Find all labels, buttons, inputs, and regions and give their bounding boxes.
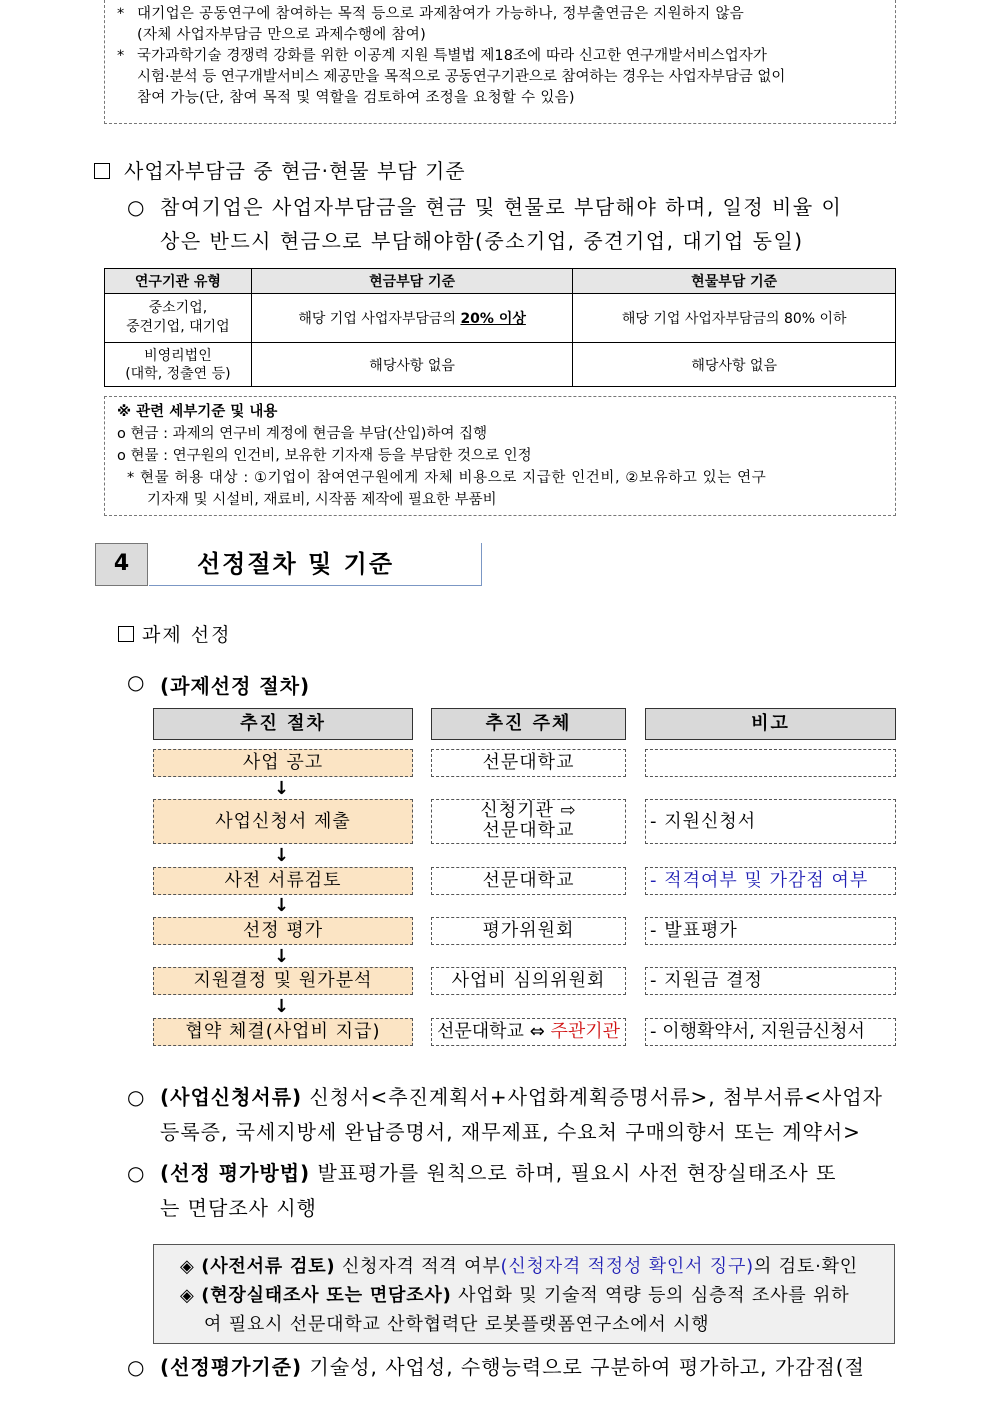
circle-bullet-icon: ○ xyxy=(127,1161,146,1185)
table-cell: 해당 기업 사업자부담금의 80% 이하 xyxy=(573,294,896,343)
para-text: 는 면담조사 시행 xyxy=(160,1196,317,1220)
note-line: 기자재 및 시설비, 재료비, 시작품 제작에 필요한 부품비 xyxy=(147,492,497,508)
note-item xyxy=(113,4,887,46)
down-arrow-icon: ↓ xyxy=(274,996,290,1017)
note-line: 국가과학기술 경쟁력 강화를 위한 이공계 지원 특별법 제18조에 따라 신고한 연구개발서비스업자가 xyxy=(137,48,768,64)
box-text: 사업화 및 기술적 역량 등의 심층적 조사를 위하 xyxy=(451,1285,850,1306)
note-line: o 현물 : 연구원의 인건비, 보유한 기자재 등을 부담한 것으로 인정 xyxy=(117,448,532,464)
box-text: 의 검토·확인 xyxy=(753,1256,858,1277)
flow-title-text: (과제선정 절차) xyxy=(160,674,311,698)
flow-step-remark xyxy=(645,749,896,777)
cost-table xyxy=(104,268,896,387)
flow-column-header: 추진 절차 xyxy=(153,708,413,740)
note-line: 시험·분석 등 연구개발서비스 제공만을 목적으로 공동연구기관으로 참여하는 경우는 사업자부담금 없이 xyxy=(137,69,786,85)
box-item xyxy=(180,1281,884,1310)
table-cell xyxy=(105,343,252,387)
flow-column-header: 추진 주체 xyxy=(431,708,626,740)
flow-step-process: 협약 체결(사업비 지급) xyxy=(153,1018,413,1046)
diamond-bullet-icon: ◈ xyxy=(180,1285,195,1306)
circle-bullet-icon: ○ xyxy=(127,670,146,694)
flow-step-process: 선정 평가 xyxy=(153,917,413,945)
flow-step-remark: - 이행확약서, 지원금신청서 xyxy=(645,1018,896,1046)
flow-step-remark: - 지원금 결정 xyxy=(645,967,896,995)
cost-section-heading xyxy=(94,155,466,184)
org-highlight: 주관기관 xyxy=(550,1021,621,1042)
flow-step-remark: - 발표평가 xyxy=(645,917,896,945)
box-text: 여 필요시 선문대학교 산학협력단 로봇플랫폼연구소에서 시행 xyxy=(204,1314,710,1335)
table-header-row xyxy=(105,269,896,294)
down-arrow-icon: ↓ xyxy=(274,895,290,916)
table-cell xyxy=(105,294,252,343)
sub-heading-text: 과제 선정 xyxy=(142,624,232,646)
para-label: (사업신청서류) xyxy=(160,1085,303,1109)
circle-bullet-icon: ○ xyxy=(127,1085,146,1109)
column-header: 연구기관 유형 xyxy=(105,269,252,294)
flow-step-process: 지원결정 및 원가분석 xyxy=(153,967,413,995)
circle-bullet-icon: ○ xyxy=(127,1355,146,1379)
sub-heading xyxy=(118,620,231,647)
cell-line: (대학, 정출연 등) xyxy=(125,365,231,382)
flow-step-organization: 평가위원회 xyxy=(431,917,626,945)
note-line: 참여 가능(단, 참여 목적 및 역할을 검토하여 조정을 요청할 수 있음) xyxy=(137,90,575,106)
flow-step-process: 사업 공고 xyxy=(153,749,413,777)
box-label: (사전서류 검토) xyxy=(201,1256,336,1277)
down-arrow-icon: ↓ xyxy=(274,778,290,799)
down-arrow-icon: ↓ xyxy=(274,845,290,866)
cell-line: 중소기업, xyxy=(148,300,208,316)
para-label: (선정평가기준) xyxy=(160,1355,303,1379)
para-text: 등록증, 국세지방세 완납증명서, 재무제표, 수요처 구매의향서 또는 계약서> xyxy=(160,1120,861,1144)
note-line: * 현물 허용 대상 : ①기업이 참여연구원에게 자체 비용으로 지급한 인건비, ②보유하고 있는 연구 xyxy=(127,470,767,486)
star-marker: * xyxy=(117,6,125,22)
review-detail-box xyxy=(153,1244,895,1344)
criteria-paragraph xyxy=(127,1350,898,1385)
org-line: 신청기관 ⇨ xyxy=(480,800,577,821)
org-line: 선문대학교 xyxy=(482,820,575,841)
flow-step-organization xyxy=(431,1018,626,1046)
cost-paragraph xyxy=(127,190,900,258)
square-bullet-icon xyxy=(94,163,110,179)
flow-step-remark: - 적격여부 및 가감점 여부 xyxy=(645,867,896,895)
cell-text: 해당 기업 사업자부담금의 xyxy=(298,311,461,327)
heading-text: 사업자부담금 중 현금·현물 부담 기준 xyxy=(124,159,466,183)
detail-note-box xyxy=(104,396,896,516)
note-line: (자체 사업자부담금 만으로 과제수행에 참여) xyxy=(137,27,427,43)
cell-line: 중견기업, 대기업 xyxy=(126,319,230,335)
table-row xyxy=(105,294,896,343)
column-header: 현금부담 기준 xyxy=(251,269,573,294)
box-label: (현장실태조사 또는 면담조사) xyxy=(201,1285,452,1306)
note-line: o 현금 : 과제의 연구비 계정에 현금을 부담(산입)하여 집행 xyxy=(117,426,488,442)
para-text: 신청서<추진계획서+사업화계획증명서류>, 첨부서류<사업자 xyxy=(302,1085,883,1109)
flow-step-organization: 선문대학교 xyxy=(431,867,626,895)
para-line: 참여기업은 사업자부담금을 현금 및 현물로 부담해야 하며, 일정 비율 이 xyxy=(160,195,843,219)
note-line: 대기업은 공동연구에 참여하는 목적 등으로 과제참여가 가능하나, 정부출연금은 지원하지 않음 xyxy=(137,6,745,22)
application-docs-paragraph xyxy=(127,1080,898,1150)
note-title: ※ 관련 세부기준 및 내용 xyxy=(117,404,278,420)
flow-step-organization xyxy=(431,799,626,844)
flow-step-organization: 선문대학교 xyxy=(431,749,626,777)
section-number: 4 xyxy=(95,543,148,586)
para-text: 기술성, 사업성, 수행능력으로 구분하여 평가하고, 가감점(절 xyxy=(302,1355,865,1379)
flow-step-process: 사업신청서 제출 xyxy=(153,799,413,844)
top-note-box xyxy=(104,0,896,124)
para-text: 발표평가를 원칙으로 하며, 필요시 사전 현장실태조사 또 xyxy=(310,1161,837,1185)
flow-step-remark: - 지원신청서 xyxy=(645,799,896,844)
box-item xyxy=(180,1252,884,1281)
flow-step-organization: 사업비 심의위원회 xyxy=(431,967,626,995)
circle-bullet-icon: ○ xyxy=(127,195,146,219)
para-label: (선정 평가방법) xyxy=(160,1161,311,1185)
evaluation-method-paragraph xyxy=(127,1156,898,1226)
diamond-bullet-icon: ◈ xyxy=(180,1256,195,1277)
square-bullet-icon xyxy=(118,626,134,642)
star-marker: * xyxy=(117,48,125,64)
flow-step-process: 사전 서류검토 xyxy=(153,867,413,895)
org-text: 선문대학교 ⇔ xyxy=(436,1021,551,1042)
table-cell xyxy=(251,294,573,343)
down-arrow-icon: ↓ xyxy=(274,946,290,967)
para-line: 상은 반드시 현금으로 부담해야함(중소기업, 중견기업, 대기업 동일) xyxy=(160,229,804,253)
table-cell: 해당사항 없음 xyxy=(573,343,896,387)
section-title: 선정절차 및 기준 xyxy=(149,543,482,586)
box-text: 신청자격 적격 여부 xyxy=(335,1256,501,1277)
column-header: 현물부담 기준 xyxy=(573,269,896,294)
cash-ratio: 20% 이상 xyxy=(460,311,526,327)
cell-line: 비영리법인 xyxy=(144,347,212,364)
note-item xyxy=(113,46,887,109)
flow-title xyxy=(127,670,311,699)
box-highlight: (신청자격 적정성 확인서 징구) xyxy=(500,1256,754,1277)
table-cell: 해당사항 없음 xyxy=(251,343,573,387)
table-row xyxy=(105,343,896,387)
flow-column-header: 비고 xyxy=(645,708,896,740)
